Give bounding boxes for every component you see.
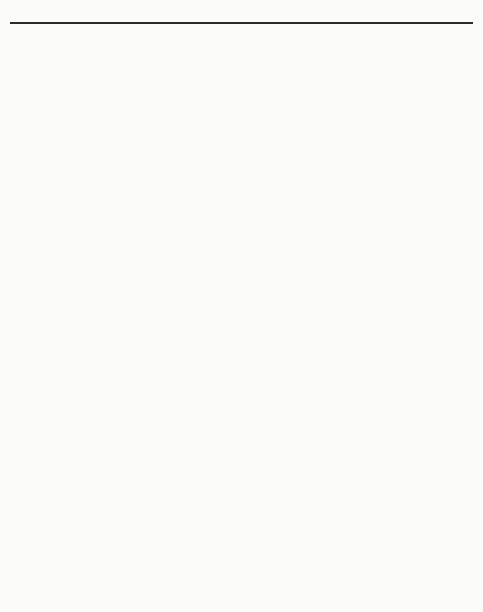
headline	[10, 24, 473, 50]
carryover-line	[10, 4, 473, 20]
